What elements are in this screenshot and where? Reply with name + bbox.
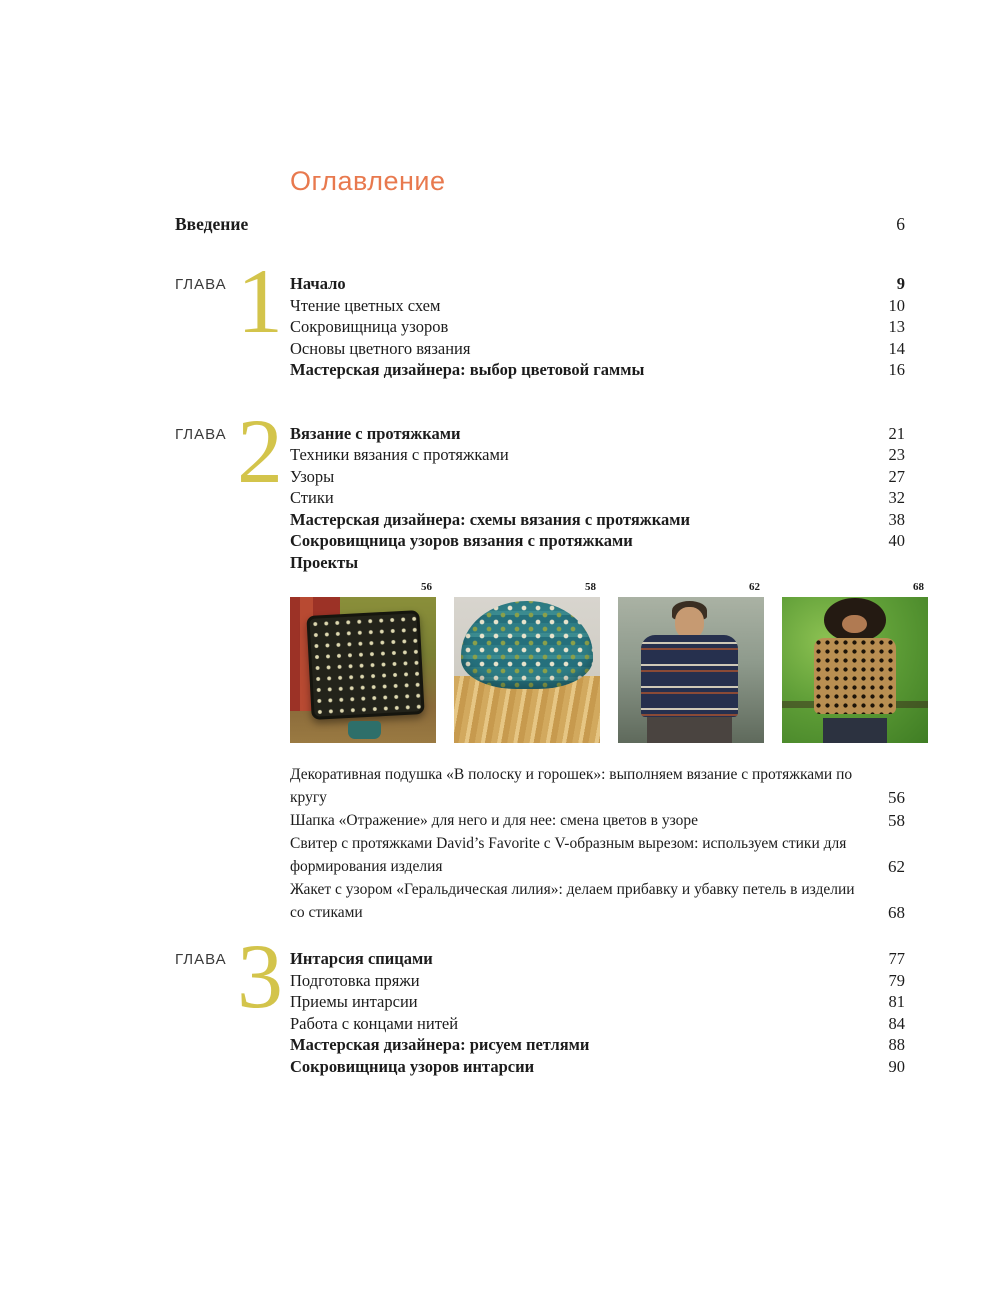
project-page: 68 <box>888 903 905 922</box>
cardigan-shape <box>814 638 896 714</box>
photo-page-number: 68 <box>913 581 924 593</box>
chapter-1-label: ГЛАВА <box>175 276 227 293</box>
toc-entry <box>290 948 905 970</box>
toc-entry <box>290 423 905 445</box>
chapter-1 <box>175 250 905 381</box>
entry-page: 77 <box>888 949 905 968</box>
chapter-2-numeral: 2 <box>237 399 283 502</box>
entry-page: 13 <box>888 317 905 336</box>
entry-title: Сокровищница узоров <box>290 317 449 336</box>
entry-page: 27 <box>888 466 905 486</box>
toc-entry <box>290 991 905 1013</box>
toc-entry <box>290 1034 905 1056</box>
entry-title: Работа с концами нитей <box>290 1013 459 1033</box>
photo-row <box>290 597 928 743</box>
project-text: Свитер с протяжками David’s Favorite с V-образным вырезом: используем стики для формирования изделия <box>290 835 847 875</box>
entry-page: 32 <box>888 488 905 507</box>
entry-page: 90 <box>888 1056 905 1076</box>
chapter-3 <box>175 925 905 1077</box>
chapter-3-label: ГЛАВА <box>175 951 227 968</box>
photo-pillow <box>290 597 436 743</box>
project-item <box>290 809 905 832</box>
toc-entry <box>290 1013 905 1035</box>
photo-hat <box>454 597 600 743</box>
entry-title: Основы цветного вязания <box>290 338 471 358</box>
entry-title: Подготовка пряжи <box>290 970 420 990</box>
chapter-1-numeral: 1 <box>237 250 283 352</box>
pillow-shape <box>306 610 424 720</box>
intro-row <box>175 213 905 235</box>
legs-shape <box>647 717 732 743</box>
entry-title: Техники вязания с протяжками <box>290 445 509 464</box>
entry-page: 16 <box>888 360 905 379</box>
photo-page-number: 58 <box>585 581 596 593</box>
projects-list <box>290 763 905 924</box>
photo-mens-sweater <box>618 597 764 743</box>
entry-title: Интарсия спицами <box>290 949 433 968</box>
entry-title: Мастерская дизайнера: схемы вязания с протяжками <box>290 509 691 529</box>
jeans-shape <box>823 718 887 743</box>
project-text: Жакет с узором «Геральдическая лилия»: делаем прибавку и убавку петель в изделии со стиками <box>290 881 855 921</box>
toc-entry <box>290 970 905 992</box>
hat-shape <box>461 601 592 689</box>
entry-page: 79 <box>888 970 905 990</box>
sweater-shape <box>641 635 737 717</box>
photo-page-number: 62 <box>749 581 760 593</box>
photo-jacket <box>782 597 928 743</box>
toc-page <box>175 0 924 1077</box>
woman-face-shape <box>842 615 867 634</box>
entry-title: Вязание с протяжками <box>290 423 461 443</box>
entry-title: Сокровищница узоров интарсии <box>290 1056 535 1076</box>
project-item <box>290 763 905 809</box>
intro-page: 6 <box>896 214 905 234</box>
photo-strip <box>290 581 928 743</box>
entry-title: Приемы интарсии <box>290 992 418 1011</box>
entry-page: 88 <box>888 1035 905 1054</box>
entry-title: Чтение цветных схем <box>290 295 441 315</box>
entry-title: Мастерская дизайнера: рисуем петлями <box>290 1035 590 1054</box>
project-page: 56 <box>888 788 905 807</box>
entry-title: Стики <box>290 488 334 507</box>
intro-label: Введение <box>175 214 249 234</box>
toc-entry <box>290 273 905 295</box>
entry-page: 10 <box>888 295 905 315</box>
project-page: 62 <box>888 857 905 876</box>
entry-page: 21 <box>888 423 905 443</box>
entry-title: Мастерская дизайнера: выбор цветовой гаммы <box>290 360 645 379</box>
photo-page-numbers <box>290 581 928 594</box>
entry-title: Узоры <box>290 466 335 486</box>
toc-entry <box>290 466 905 488</box>
toc-entry <box>290 1056 905 1078</box>
toc-entry <box>290 552 905 574</box>
entry-title: Сокровищница узоров вязания с протяжками <box>290 531 633 550</box>
project-item <box>290 878 905 924</box>
toc-entry <box>290 444 905 466</box>
entry-title: Начало <box>290 274 346 293</box>
entry-page: 84 <box>888 1013 905 1033</box>
toc-entry <box>290 487 905 509</box>
cup-shape <box>348 721 380 739</box>
entry-title: Проекты <box>290 552 359 572</box>
toc-entry <box>290 295 905 317</box>
toc-entry <box>290 509 905 531</box>
entry-page: 9 <box>896 274 905 293</box>
project-text: Декоративная подушка «В полоску и горошек»: выполняем вязание с протяжками по кругу <box>290 766 853 806</box>
chapter-2-label: ГЛАВА <box>175 425 227 443</box>
toc-entry <box>290 359 905 381</box>
chapter-3-numeral: 3 <box>237 925 283 1027</box>
toc-entry <box>290 338 905 360</box>
photo-page-number: 56 <box>421 581 432 593</box>
entry-page: 81 <box>888 992 905 1011</box>
entry-page: 23 <box>888 445 905 464</box>
project-item <box>290 832 905 878</box>
entry-page: 14 <box>888 338 905 358</box>
project-text: Шапка «Отражение» для него и для нее: смена цветов в узоре <box>290 812 698 829</box>
toc-entry <box>290 316 905 338</box>
entry-page: 38 <box>888 509 905 529</box>
entry-page: 40 <box>888 531 905 550</box>
page-title: Оглавление <box>290 166 446 196</box>
project-page: 58 <box>888 811 905 830</box>
toc-entry <box>290 530 905 552</box>
chapter-2 <box>175 399 905 574</box>
